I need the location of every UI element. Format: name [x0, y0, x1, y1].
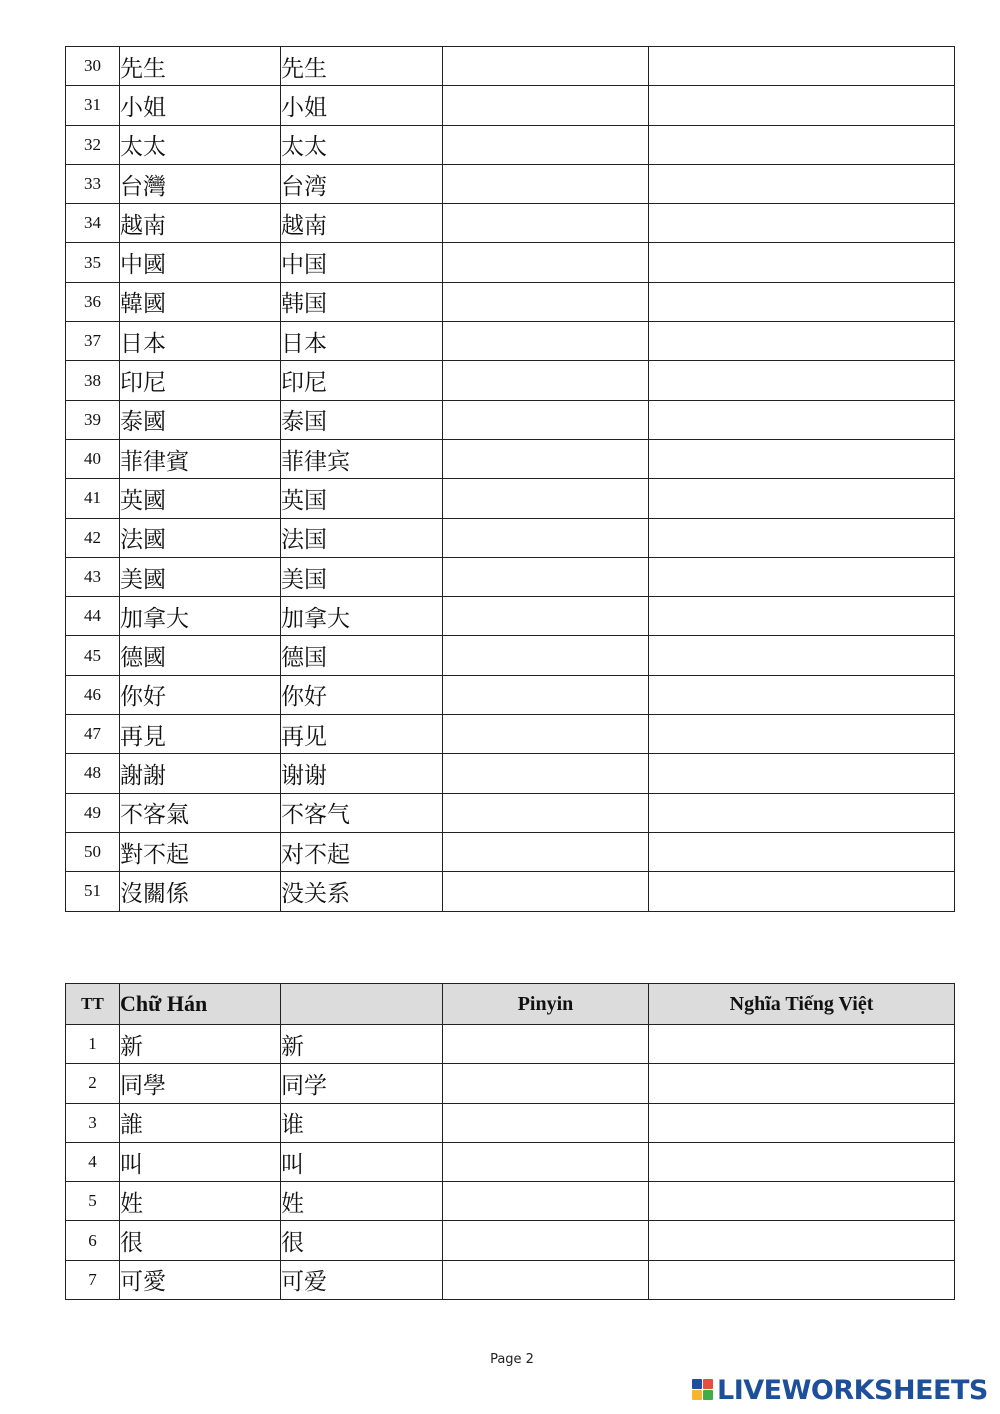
traditional-hanzi: 美國	[120, 557, 281, 596]
meaning-answer-cell[interactable]	[649, 872, 955, 911]
row-number: 37	[66, 322, 120, 361]
row-number: 40	[66, 439, 120, 478]
traditional-hanzi: 對不起	[120, 832, 281, 871]
traditional-hanzi: 謝謝	[120, 754, 281, 793]
meaning-answer-cell[interactable]	[649, 832, 955, 871]
simplified-hanzi: 小姐	[281, 86, 443, 125]
vocabulary-table-part2	[65, 983, 955, 1300]
row-number: 46	[66, 675, 120, 714]
table-row	[66, 715, 955, 754]
traditional-hanzi: 泰國	[120, 400, 281, 439]
pinyin-answer-cell[interactable]	[443, 832, 649, 871]
pinyin-answer-cell[interactable]	[443, 1025, 649, 1064]
table-row	[66, 400, 955, 439]
traditional-hanzi: 太太	[120, 125, 281, 164]
pinyin-answer-cell[interactable]	[443, 125, 649, 164]
simplified-hanzi: 德国	[281, 636, 443, 675]
traditional-hanzi: 加拿大	[120, 597, 281, 636]
row-number: 4	[66, 1142, 120, 1181]
pinyin-answer-cell[interactable]	[443, 597, 649, 636]
meaning-answer-cell[interactable]	[649, 597, 955, 636]
simplified-hanzi: 谢谢	[281, 754, 443, 793]
pinyin-answer-cell[interactable]	[443, 872, 649, 911]
table-row	[66, 322, 955, 361]
table-row	[66, 1142, 955, 1181]
table-row	[66, 125, 955, 164]
traditional-hanzi: 台灣	[120, 164, 281, 203]
pinyin-answer-cell[interactable]	[443, 47, 649, 86]
table-row	[66, 675, 955, 714]
pinyin-answer-cell[interactable]	[443, 675, 649, 714]
row-number: 34	[66, 204, 120, 243]
meaning-answer-cell[interactable]	[649, 715, 955, 754]
meaning-answer-cell[interactable]	[649, 557, 955, 596]
pinyin-answer-cell[interactable]	[443, 1103, 649, 1142]
pinyin-answer-cell[interactable]	[443, 518, 649, 557]
pinyin-answer-cell[interactable]	[443, 86, 649, 125]
meaning-answer-cell[interactable]	[649, 675, 955, 714]
traditional-hanzi: 日本	[120, 322, 281, 361]
vocabulary-table-part1	[65, 46, 955, 912]
simplified-hanzi: 不客气	[281, 793, 443, 832]
traditional-hanzi: 小姐	[120, 86, 281, 125]
meaning-answer-cell[interactable]	[649, 1221, 955, 1260]
table-row	[66, 1260, 955, 1299]
pinyin-answer-cell[interactable]	[443, 1260, 649, 1299]
pinyin-answer-cell[interactable]	[443, 1142, 649, 1181]
pinyin-answer-cell[interactable]	[443, 243, 649, 282]
row-number: 6	[66, 1221, 120, 1260]
simplified-hanzi: 日本	[281, 322, 443, 361]
traditional-hanzi: 再見	[120, 715, 281, 754]
liveworksheets-wordmark: LIVEWORKSHEETS	[717, 1374, 988, 1406]
traditional-hanzi: 同學	[120, 1064, 281, 1103]
simplified-hanzi: 英国	[281, 479, 443, 518]
meaning-answer-cell[interactable]	[649, 1182, 955, 1221]
meaning-answer-cell[interactable]	[649, 282, 955, 321]
pinyin-answer-cell[interactable]	[443, 636, 649, 675]
simplified-hanzi: 越南	[281, 204, 443, 243]
row-number: 50	[66, 832, 120, 871]
meaning-answer-cell[interactable]	[649, 1064, 955, 1103]
row-number: 51	[66, 872, 120, 911]
simplified-hanzi: 法国	[281, 518, 443, 557]
pinyin-answer-cell[interactable]	[443, 1182, 649, 1221]
meaning-answer-cell[interactable]	[649, 1025, 955, 1064]
table-row	[66, 1182, 955, 1221]
simplified-hanzi: 再见	[281, 715, 443, 754]
liveworksheets-logo-icon	[692, 1379, 714, 1401]
traditional-hanzi: 誰	[120, 1103, 281, 1142]
traditional-hanzi: 印尼	[120, 361, 281, 400]
row-number: 39	[66, 400, 120, 439]
meaning-answer-cell[interactable]	[649, 125, 955, 164]
traditional-hanzi: 德國	[120, 636, 281, 675]
simplified-hanzi: 姓	[281, 1182, 443, 1221]
row-number: 42	[66, 518, 120, 557]
row-number: 1	[66, 1025, 120, 1064]
vocabulary-table-part2-body	[66, 1025, 955, 1300]
pinyin-answer-cell[interactable]	[443, 793, 649, 832]
traditional-hanzi: 你好	[120, 675, 281, 714]
pinyin-answer-cell[interactable]	[443, 1221, 649, 1260]
meaning-answer-cell[interactable]	[649, 243, 955, 282]
row-number: 48	[66, 754, 120, 793]
table-row	[66, 1064, 955, 1103]
table-row	[66, 1025, 955, 1064]
table-row	[66, 282, 955, 321]
traditional-hanzi: 叫	[120, 1142, 281, 1181]
table-row	[66, 597, 955, 636]
pinyin-answer-cell[interactable]	[443, 400, 649, 439]
row-number: 5	[66, 1182, 120, 1221]
row-number: 45	[66, 636, 120, 675]
simplified-hanzi: 谁	[281, 1103, 443, 1142]
row-number: 44	[66, 597, 120, 636]
row-number: 41	[66, 479, 120, 518]
row-number: 30	[66, 47, 120, 86]
logo-square-4	[703, 1390, 713, 1400]
row-number: 33	[66, 164, 120, 203]
table-row	[66, 1221, 955, 1260]
simplified-hanzi: 中国	[281, 243, 443, 282]
meaning-answer-cell[interactable]	[649, 361, 955, 400]
pinyin-answer-cell[interactable]	[443, 204, 649, 243]
simplified-hanzi: 韩国	[281, 282, 443, 321]
row-number: 36	[66, 282, 120, 321]
table-row	[66, 832, 955, 871]
traditional-hanzi: 中國	[120, 243, 281, 282]
meaning-answer-cell[interactable]	[649, 1103, 955, 1142]
logo-square-2	[703, 1379, 713, 1389]
row-number: 38	[66, 361, 120, 400]
traditional-hanzi: 英國	[120, 479, 281, 518]
header-tt: TT	[66, 984, 120, 1025]
row-number: 49	[66, 793, 120, 832]
pinyin-answer-cell[interactable]	[443, 557, 649, 596]
table-row	[66, 204, 955, 243]
table-row	[66, 872, 955, 911]
traditional-hanzi: 新	[120, 1025, 281, 1064]
vocabulary-table-part1-body	[66, 47, 955, 912]
traditional-hanzi: 不客氣	[120, 793, 281, 832]
simplified-hanzi: 新	[281, 1025, 443, 1064]
page-number: Page 2	[490, 1352, 534, 1367]
header-chu-han: Chữ Hán	[120, 984, 281, 1025]
simplified-hanzi: 同学	[281, 1064, 443, 1103]
simplified-hanzi: 先生	[281, 47, 443, 86]
traditional-hanzi: 菲律賓	[120, 439, 281, 478]
table-row	[66, 557, 955, 596]
header-meaning: Nghĩa Tiếng Việt	[649, 984, 955, 1025]
pinyin-answer-cell[interactable]	[443, 361, 649, 400]
simplified-hanzi: 加拿大	[281, 597, 443, 636]
pinyin-answer-cell[interactable]	[443, 754, 649, 793]
pinyin-answer-cell[interactable]	[443, 322, 649, 361]
row-number: 43	[66, 557, 120, 596]
meaning-answer-cell[interactable]	[649, 400, 955, 439]
traditional-hanzi: 可愛	[120, 1260, 281, 1299]
table-row	[66, 243, 955, 282]
simplified-hanzi: 台湾	[281, 164, 443, 203]
meaning-answer-cell[interactable]	[649, 754, 955, 793]
traditional-hanzi: 沒關係	[120, 872, 281, 911]
pinyin-answer-cell[interactable]	[443, 479, 649, 518]
simplified-hanzi: 菲律宾	[281, 439, 443, 478]
meaning-answer-cell[interactable]	[649, 439, 955, 478]
pinyin-answer-cell[interactable]	[443, 715, 649, 754]
table-row	[66, 754, 955, 793]
traditional-hanzi: 姓	[120, 1182, 281, 1221]
row-number: 35	[66, 243, 120, 282]
row-number: 7	[66, 1260, 120, 1299]
table-row	[66, 518, 955, 557]
simplified-hanzi: 对不起	[281, 832, 443, 871]
table-row	[66, 361, 955, 400]
meaning-answer-cell[interactable]	[649, 322, 955, 361]
table-row	[66, 439, 955, 478]
header-simplified-blank	[281, 984, 443, 1025]
row-number: 3	[66, 1103, 120, 1142]
row-number: 31	[66, 86, 120, 125]
table-row	[66, 164, 955, 203]
traditional-hanzi: 先生	[120, 47, 281, 86]
table-row	[66, 1103, 955, 1142]
simplified-hanzi: 很	[281, 1221, 443, 1260]
pinyin-answer-cell[interactable]	[443, 164, 649, 203]
simplified-hanzi: 你好	[281, 675, 443, 714]
simplified-hanzi: 美国	[281, 557, 443, 596]
table-row	[66, 47, 955, 86]
meaning-answer-cell[interactable]	[649, 86, 955, 125]
meaning-answer-cell[interactable]	[649, 1142, 955, 1181]
simplified-hanzi: 没关系	[281, 872, 443, 911]
meaning-answer-cell[interactable]	[649, 479, 955, 518]
table-row	[66, 793, 955, 832]
meaning-answer-cell[interactable]	[649, 636, 955, 675]
traditional-hanzi: 越南	[120, 204, 281, 243]
meaning-answer-cell[interactable]	[649, 47, 955, 86]
row-number: 2	[66, 1064, 120, 1103]
meaning-answer-cell[interactable]	[649, 164, 955, 203]
meaning-answer-cell[interactable]	[649, 204, 955, 243]
simplified-hanzi: 可爱	[281, 1260, 443, 1299]
pinyin-answer-cell[interactable]	[443, 282, 649, 321]
table-header-row	[66, 984, 955, 1025]
row-number: 47	[66, 715, 120, 754]
simplified-hanzi: 印尼	[281, 361, 443, 400]
table-row	[66, 636, 955, 675]
meaning-answer-cell[interactable]	[649, 793, 955, 832]
logo-square-1	[692, 1379, 702, 1389]
logo-square-3	[692, 1390, 702, 1400]
traditional-hanzi: 法國	[120, 518, 281, 557]
traditional-hanzi: 韓國	[120, 282, 281, 321]
pinyin-answer-cell[interactable]	[443, 1064, 649, 1103]
row-number: 32	[66, 125, 120, 164]
table-row	[66, 86, 955, 125]
table-row	[66, 479, 955, 518]
pinyin-answer-cell[interactable]	[443, 439, 649, 478]
liveworksheets-logo	[692, 1372, 988, 1408]
meaning-answer-cell[interactable]	[649, 518, 955, 557]
traditional-hanzi: 很	[120, 1221, 281, 1260]
simplified-hanzi: 太太	[281, 125, 443, 164]
simplified-hanzi: 叫	[281, 1142, 443, 1181]
simplified-hanzi: 泰国	[281, 400, 443, 439]
header-pinyin: Pinyin	[443, 984, 649, 1025]
meaning-answer-cell[interactable]	[649, 1260, 955, 1299]
